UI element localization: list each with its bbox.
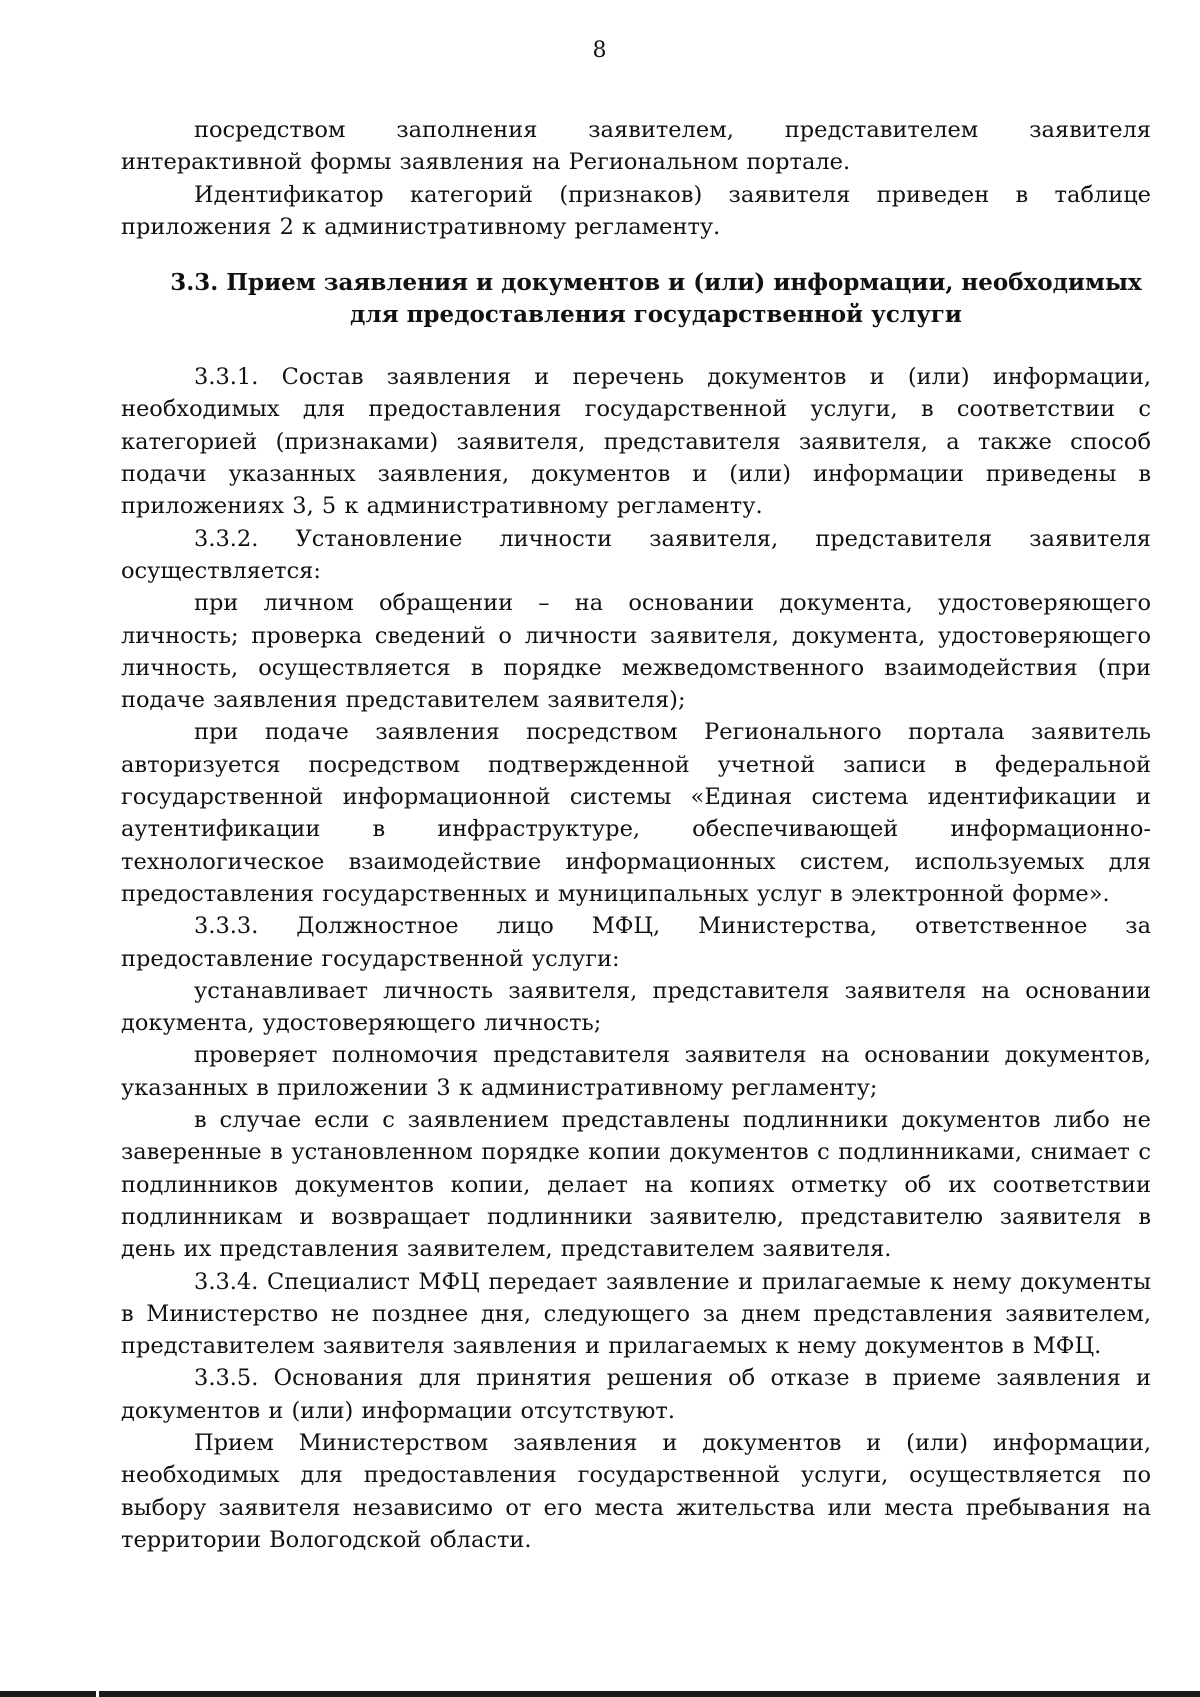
- paragraph: посредством заполнения заявителем, представителем заявителя интерактивной формы заявления на Региональном портале.: [121, 117, 1151, 176]
- page-content: [121, 114, 1151, 1556]
- paragraph: при личном обращении – на основании документа, удостоверяющего личность; проверка сведений о личности заявителя, документа, удостоверяющего личность, осуществляется в порядке межведомственного взаимодействия (при подаче заявления представителем заявителя);: [121, 590, 1151, 714]
- paragraph: 3.3.2. Установление личности заявителя, представителя заявителя осуществляется:: [121, 525, 1151, 584]
- paragraph: 3.3.5. Основания для принятия решения об отказе в приеме заявления и документов и (или) информации отсутствуют.: [121, 1365, 1151, 1424]
- page-number: 8: [592, 38, 608, 63]
- paragraph: при подаче заявления посредством Регионального портала заявитель авторизуется посредством подтвержденной учетной записи в федеральной государственной информационной системы «Единая система идентификации и аутентификации в инфраструктуре, обеспечивающей информационно-технологическое взаимодействие информационных систем, используемых для предоставления государственных и муниципальных услуг в электронной форме».: [121, 719, 1151, 907]
- scan-border-gap: [96, 1691, 99, 1697]
- paragraph: проверяет полномочия представителя заявителя на основании документов, указанных в приложении 3 к административному регламенту;: [121, 1042, 1151, 1101]
- paragraph: устанавливает личность заявителя, представителя заявителя на основании документа, удостоверяющего личность;: [121, 977, 1151, 1037]
- scan-bottom-border: [0, 1691, 1200, 1697]
- section-heading: [121, 267, 1151, 331]
- paragraph: 3.3.3. Должностное лицо МФЦ, Министерства, ответственное за предоставление государственной услуги:: [121, 913, 1151, 972]
- paragraph: 3.3.4. Специалист МФЦ передает заявление и прилагаемые к нему документы в Министерство не позднее дня, следующего за днем представления заявителем, представителем заявителя заявления и прилагаемых к нему документов в МФЦ.: [121, 1268, 1151, 1360]
- paragraph: в случае если с заявлением представлены подлинники документов либо не заверенные в установленном порядке копии документов с подлинниками, снимает с подлинников документов копии, делает на копиях отметку об их соответствии подлинникам и возвращает подлинники заявителю, представителю заявителя в день их представления заявителем, представителем заявителя.: [121, 1107, 1151, 1263]
- paragraph: Идентификатор категорий (признаков) заявителя приведен в таблице приложения 2 к административному регламенту.: [121, 181, 1151, 240]
- paragraph: Прием Министерством заявления и документов и (или) информации, необходимых для предоставления государственной услуги, осуществляется по выбору заявителя независимо от его места жительства или места пребывания на территории Вологодской области.: [121, 1429, 1151, 1553]
- section-heading-line: 3.3. Прием заявления и документов и (или) информации, необходимых: [170, 269, 1142, 297]
- paragraph: 3.3.1. Состав заявления и перечень документов и (или) информации, необходимых для предоставления государственной услуги, в соответствии с категорией (признаками) заявителя, представителя заявителя, а также способ подачи указанных заявления, документов и (или) информации приведены в приложениях 3, 5 к административному регламенту.: [121, 364, 1151, 520]
- section-heading-line: для предоставления государственной услуги: [350, 301, 962, 329]
